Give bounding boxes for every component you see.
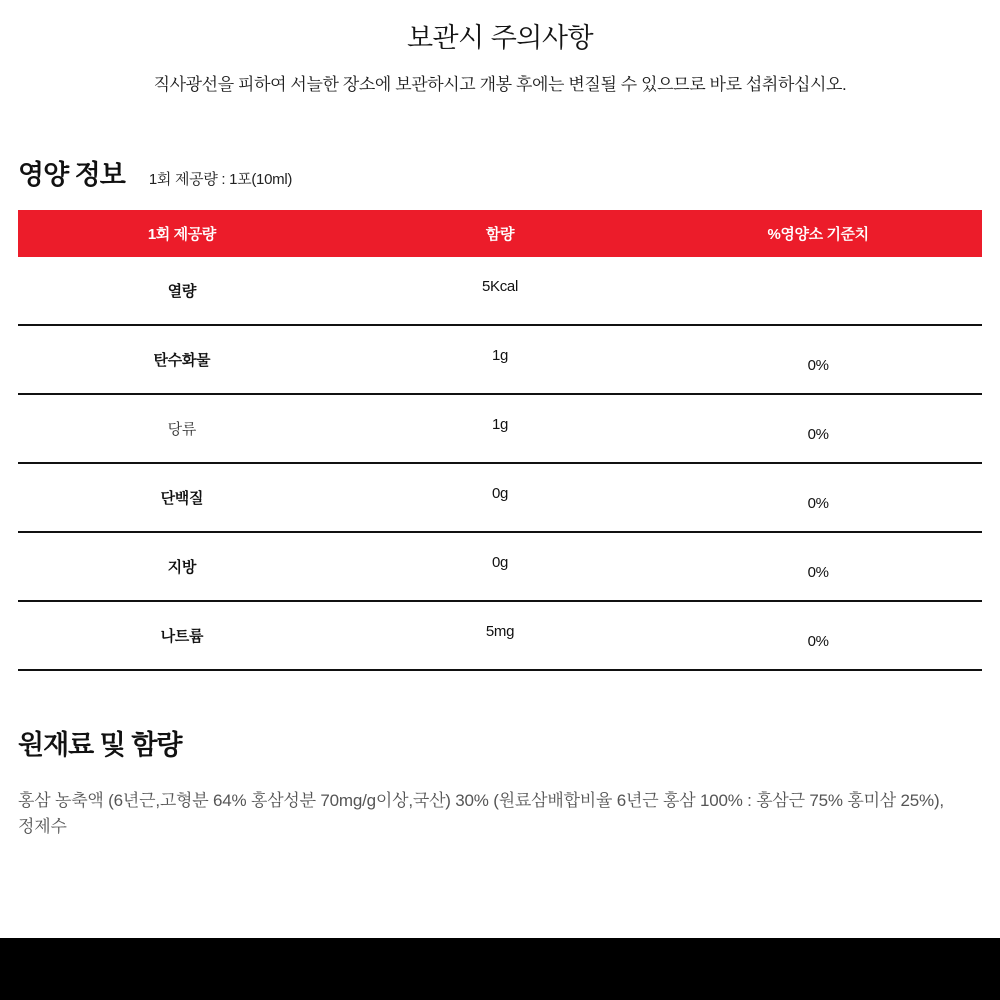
nutrient-amount: 5mg [346,601,654,670]
nutrient-name: 나트륨 [18,601,346,670]
table-row [18,532,982,601]
column-header-percent: %영양소 기준치 [654,210,982,257]
ingredients-title: 원재료 및 함량 [18,730,182,761]
nutrient-name: 열량 [18,257,346,325]
nutrient-percent: 0% [654,394,982,463]
storage-notice-body: 직사광선을 피하여 서늘한 장소에 보관하시고 개봉 후에는 변질될 수 있으므로 바로 섭취하십시오. [153,75,847,95]
nutrient-name: 단백질 [18,463,346,532]
storage-notice-title: 보관시 주의사항 [406,23,594,53]
column-header-amount: 함량 [346,210,654,257]
table-row [18,325,982,394]
table-row [18,463,982,532]
column-header-serving: 1회 제공량 [18,210,346,257]
nutrient-name: 지방 [18,532,346,601]
serving-size-label: 1회 제공량 : 1포(10ml) [148,171,293,189]
table-row [18,601,982,670]
nutrient-percent: 0% [654,601,982,670]
nutrient-amount: 0g [346,463,654,532]
nutrient-amount: 5Kcal [346,257,654,325]
nutrient-amount: 0g [346,532,654,601]
table-body [18,257,982,670]
bottom-bar [0,938,1000,1000]
table-row [18,257,982,325]
nutrient-percent [654,257,982,325]
nutrient-name: 탄수화물 [18,325,346,394]
nutrient-amount: 1g [346,394,654,463]
table-header-row [18,210,982,257]
nutrition-title: 영양 정보 [18,160,125,191]
table-header [18,210,982,257]
table-row [18,394,982,463]
nutrient-percent: 0% [654,532,982,601]
storage-notice-section [0,0,1000,95]
ingredients-body: 홍삼 농축액 (6년근,고형분 64% 홍삼성분 70mg/g이상,국산) 30% (원료삼배합비율 6년근 홍삼 100% : 홍삼근 75% 홍미삼 25%),정제수 [18,791,944,836]
nutrient-percent: 0% [654,325,982,394]
nutrient-name: 당류 [18,394,346,463]
nutrient-amount: 1g [346,325,654,394]
nutrient-percent: 0% [654,463,982,532]
nutrition-facts-table [18,210,982,671]
nutrition-heading-row [18,153,1000,192]
